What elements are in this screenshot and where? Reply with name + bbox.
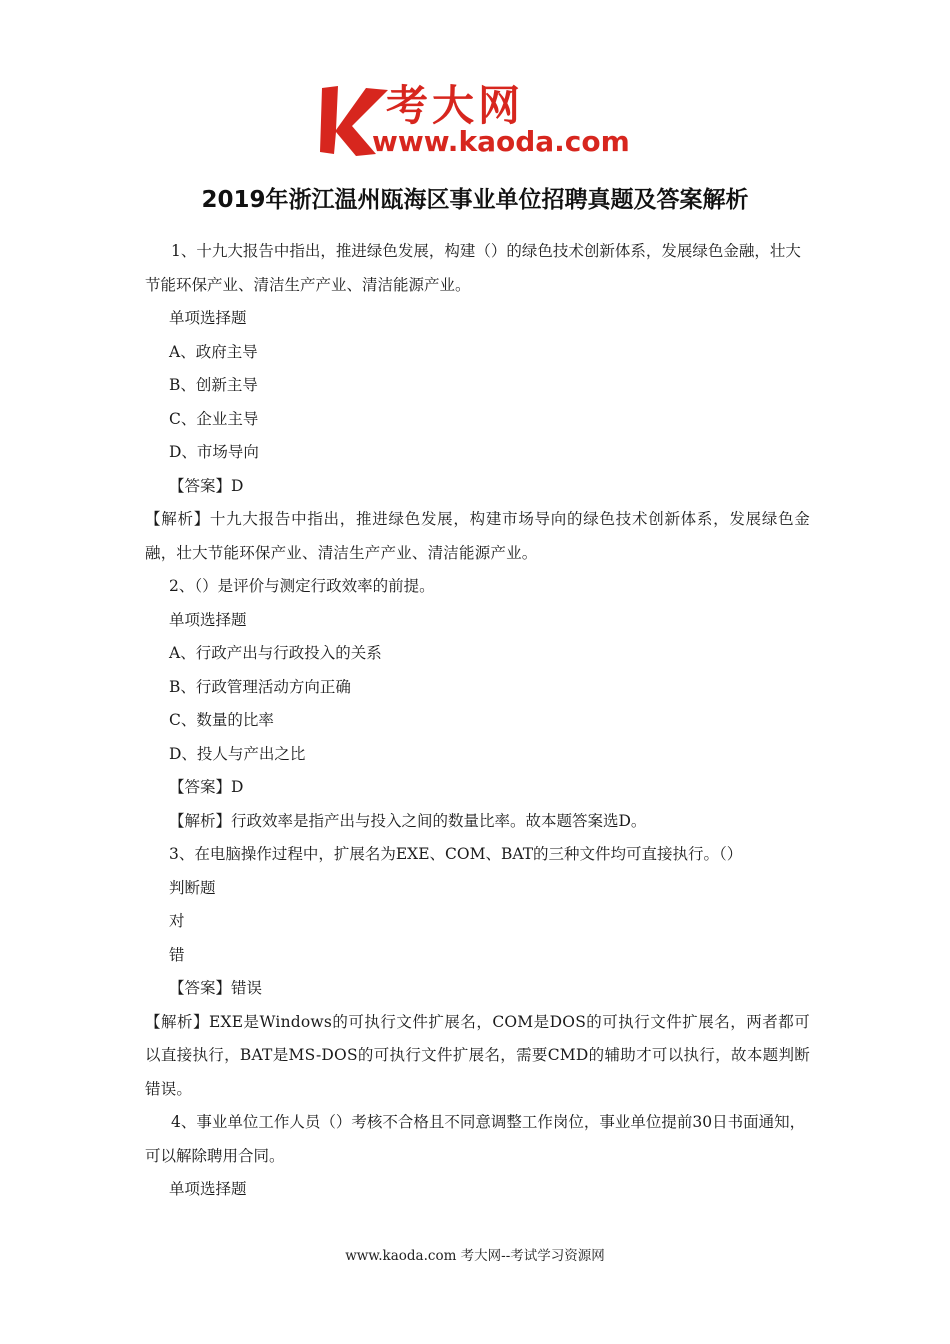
logo-chinese-text: 考大网 [386, 81, 525, 130]
q1-stem: 1、十九大报告中指出，推进绿色发展，构建（）的绿色技术创新体系，发展绿色金融，壮大节能环保产业、清洁生产产业、清洁能源产业。 [145, 242, 801, 294]
q2-analysis: 【解析】行政效率是指产出与投入之间的数量比率。故本题答案选D。 [169, 811, 647, 830]
q2-answer: 【答案】D [169, 778, 244, 796]
logo-url-text: www.kaoda.com [372, 125, 630, 158]
q1-option-d: D、市场导向 [169, 443, 259, 461]
q3-option-true: 对 [169, 912, 185, 930]
q1-option-a: A、政府主导 [169, 342, 258, 361]
q1-type: 单项选择题 [169, 309, 247, 327]
question-content [145, 235, 810, 1207]
q4-stem: 4、事业单位工作人员（）考核不合格且不同意调整工作岗位，事业单位提前30日书面通知，可以解除聘用合同。 [145, 1113, 806, 1165]
kaoda-logo [316, 80, 646, 160]
q2-option-a: A、行政产出与行政投入的关系 [169, 644, 382, 662]
q1-analysis: 【解析】十九大报告中指出，推进绿色发展，构建市场导向的绿色技术创新体系，发展绿色金融，壮大节能环保产业、清洁生产产业、清洁能源产业。 [145, 510, 810, 562]
q1-option-c: C、企业主导 [169, 409, 259, 428]
q2-option-d: D、投人与产出之比 [169, 744, 306, 763]
q3-answer: 【答案】错误 [169, 979, 263, 997]
q3-option-false: 错 [169, 945, 185, 964]
q2-option-b: B、行政管理活动方向正确 [169, 677, 351, 696]
q1-option-b: B、创新主导 [169, 376, 258, 394]
q3-analysis: 【解析】EXE是Windows的可执行文件扩展名，COM是DOS的可执行文件扩展名，两者都可以直接执行，BAT是MS-DOS的可执行文件扩展名，需要CMD的辅助才可以执行，故本题判断错误。 [145, 1012, 810, 1098]
q2-type: 单项选择题 [169, 610, 247, 629]
q4-type: 单项选择题 [169, 1180, 247, 1198]
q1-answer: 【答案】D [169, 476, 244, 495]
page-title: 2019年浙江温州瓯海区事业单位招聘真题及答案解析 [201, 187, 749, 213]
q2-stem: 2、（）是评价与测定行政效率的前提。 [169, 577, 435, 595]
q3-stem: 3、在电脑操作过程中，扩展名为EXE、COM、BAT的三种文件均可直接执行。（） [169, 845, 743, 863]
page-footer: www.kaoda.com 考大网--考试学习资源网 [345, 1248, 605, 1264]
q2-option-c: C、数量的比率 [169, 711, 274, 729]
q3-type: 判断题 [169, 878, 216, 897]
